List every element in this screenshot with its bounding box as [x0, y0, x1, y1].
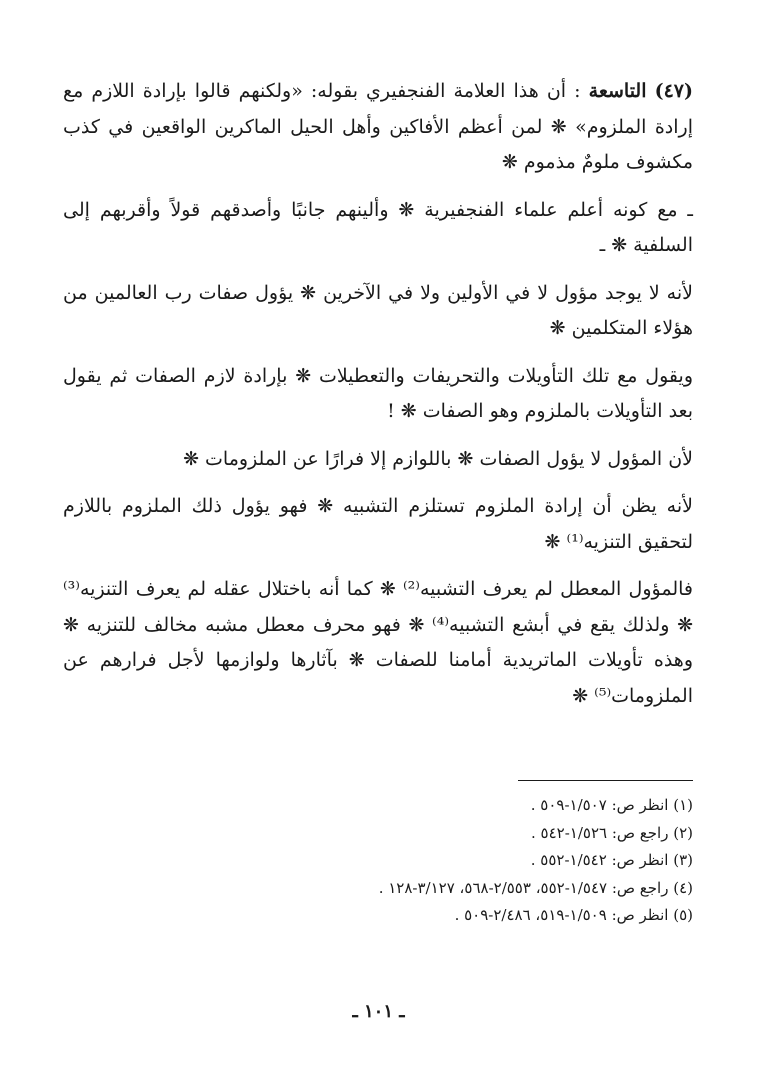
main-text: [63, 74, 693, 726]
footnote-2: (٢) راجع ص: ١/٥٢٦-٥٤٢ .: [530, 823, 693, 842]
paragraph-3: لأنه لا يوجد مؤول لا في الأولين ولا في الآخرين ❋ يؤول صفات رب العالمين من هؤلاء المتكلمين ❋: [63, 281, 693, 339]
paragraph-4: ويقول مع تلك التأويلات والتحريفات والتعطيلات ❋ بإرادة لازم الصفات ثم يقول بعد التأويلات بالملزوم وهو الصفات ❋ !: [63, 364, 693, 422]
paragraph-heading: التاسعة: [588, 80, 647, 102]
footnote-1: (١) انظر ص: ١/٥٠٧-٥٠٩ .: [530, 796, 693, 814]
footnote-5: (٥) انظر ص: ١/٥٠٩-٥١٩، ٢/٤٨٦-٥٠٩ .: [454, 906, 693, 924]
paragraph-47: [63, 74, 693, 181]
paragraph-text: : أن هذا العلامة الفنجفيري بقوله: «ولكنهم قالوا بإرادة اللازم مع إرادة الملزوم» ❋ لمن أعظم الأفاكين وأهل الحيل الماكرين الواقعين في كذب مكشوف ملومٌ مذموم ❋: [63, 80, 693, 173]
paragraph-6: لأنه يظن أن إرادة الملزوم تستلزم التشبيه ❋ فهو يؤول ذلك الملزوم باللازم لتحقيق التنزيه⁽¹⁾ ❋: [63, 495, 693, 553]
paragraph-2: ـ مع كونه أعلم علماء الفنجفيرية ❋ وألينهم جانبًا وأصدقهم قولاً وأقربهم إلى السلفية ❋ ـ: [63, 198, 693, 256]
page-number: ـ ١٠١ ـ: [352, 1001, 405, 1022]
paragraph-5: لأن المؤول لا يؤول الصفات ❋ باللوازم إلا فرارًا عن الملزومات ❋: [183, 447, 693, 470]
footnote-3: (٣) انظر ص: ١/٥٤٢-٥٥٢ .: [530, 851, 693, 869]
paragraph-number: (٤٧): [654, 80, 694, 102]
paragraph-7: فالمؤول المعطل لم يعرف التشبيه⁽²⁾ ❋ كما أنه باختلال عقله لم يعرف التنزيه⁽³⁾ ❋ ولذلك يقع في أبشع التشبيه⁽⁴⁾ ❋ فهو محرف معطل مشبه مخالف للتنزيه ❋ وهذه تأويلات الماتريدية أمامنا للصفات ❋ بآثارها ولوازمها لأجل فرارهم عن الملزومات⁽⁵⁾ ❋: [63, 578, 693, 707]
footnotes-list: [63, 792, 693, 930]
footnote-4: (٤) راجع ص: ١/٥٤٧-٥٥٢، ٢/٥٥٣-٥٦٨، ٣/١٢٧-١٢٨ .: [378, 878, 693, 897]
footnote-divider: [518, 780, 693, 781]
